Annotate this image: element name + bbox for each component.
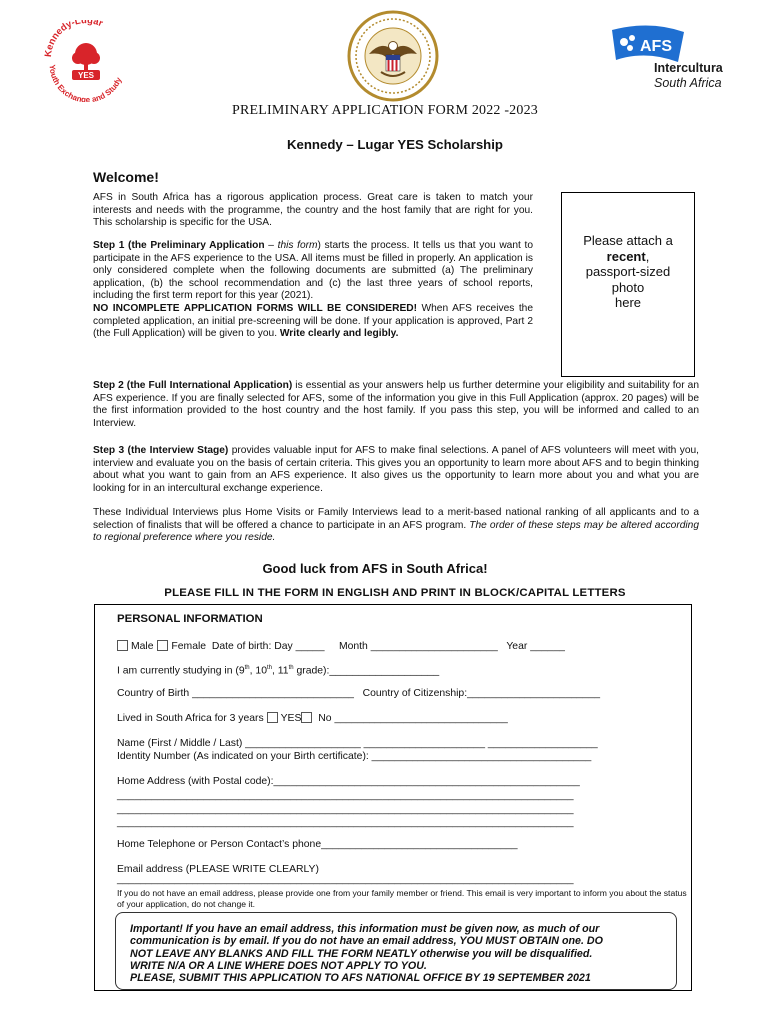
dob-year-field[interactable]: Year ______ [506,641,565,652]
interviews-text: These Individual Interviews plus Home Visits or Family Interviews lead to a merit-based national ranking of all applicants and to a selection of finalists that will be offered a chance to participate in an AFS program. [93,507,699,531]
grade-sup-9: th [244,665,250,671]
photo-placeholder-box[interactable] [561,192,695,377]
address-line-3[interactable]: _______________________________________________________________________________ [117,817,574,828]
important-line2: communication is by email. If you do not have an email address, YOU MUST OBTAIN one. DO [130,935,603,948]
fill-instruction: PLEASE FILL IN THE FORM IN ENGLISH AND PRINT IN BLOCK/CAPITAL LETTERS [164,587,626,599]
step2-label: Step 2 (the Full International Application) [93,380,293,391]
female-checkbox[interactable] [157,640,168,651]
step1-text2: When AFS receives the completed application, an initial pre-screening will be done. If your application is approved, Part 2 (the Full Application) will be given to you. [93,302,533,340]
lived-no-checkbox[interactable] [301,712,312,723]
embassy-seal-icon [347,10,439,102]
grade-suffix: grade):___________________ [293,665,440,677]
name-field[interactable]: Name (First / Middle / Last) ____________________ _____________________ ___________________ [117,738,598,749]
email-field[interactable]: _______________________________________________________________________________ [117,874,574,885]
photo-line3: passport-sized [585,264,671,279]
logo-ky-bottom-text: Youth Exchange and Study [47,64,124,102]
afs-line1-text: Intercultura [654,61,723,75]
important-notice-box [115,912,677,990]
step2-text: is essential as your answers help us further determine your eligibility and suitability for an AFS experience. If you are finally selected for AFS, some of the information you give in this Full Application (approx. 20 pages) will be the first information provided to the host country and the host family. If you pass this step, you will be informed and called to an Interview. [93,380,699,429]
welcome-heading: Welcome! [93,169,159,185]
important-line3: NOT LEAVE ANY BLANKS AND FILL THE FORM NEATLY otherwise you will be disqualified. [130,947,593,960]
step2-paragraph [93,380,699,430]
interviews-paragraph [93,507,699,545]
grade-prefix: I am currently studying in (9 [117,665,245,677]
grade-sup-11: th [288,665,294,671]
kennedy-lugar-yes-logo [38,20,134,102]
important-line4: WRITE N/A OR A LINE WHERE DOES NOT APPLY TO YOU. [130,959,427,972]
dob-month-field[interactable]: Month ______________________ [338,641,498,652]
dob-day-field[interactable]: Date of birth: Day _____ [211,641,325,652]
grade-sup-10: th [267,665,273,671]
photo-line5: here [614,295,642,310]
lived-row [117,712,508,724]
grade-row[interactable] [117,665,439,676]
email-note: If you do not have an email address, please provide one from your family member or friend. This email is very important to inform you about the status of your application, do not change it. [117,888,687,909]
address-line-1[interactable]: _______________________________________________________________________________ [117,790,574,801]
scholarship-subtitle: Kennedy – Lugar YES Scholarship [287,137,503,152]
photo-line1: Please attach a [583,233,673,248]
photo-line4: photo [611,279,645,295]
important-line1: Important! If you have an email address, this information must be given now, as much of our [130,923,600,935]
step1-write: Write clearly and legibly. [277,328,399,340]
grade-mid1: , 10 [249,665,267,677]
home-telephone-field[interactable]: Home Telephone or Person Contact’s phone__________________________________ [117,839,518,850]
form-title: PRELIMINARY APPLICATION FORM 2022 -2023 [232,103,538,118]
photo-line2: recent [606,248,646,264]
afs-intercultura-logo [610,22,740,94]
interviews-italic: The order of these steps may be altered according to regional preference where you reside. [93,519,699,544]
male-checkbox[interactable] [117,640,128,651]
logo-ky-yes-text: YES [77,71,95,80]
address-line-2[interactable]: _______________________________________________________________________________ [117,804,574,815]
important-line5: PLEASE, SUBMIT THIS APPLICATION TO AFS NATIONAL OFFICE BY 19 SEPTEMBER 2021 [130,972,591,985]
personal-info-title: PERSONAL INFORMATION [117,613,263,625]
female-label: Female [171,641,207,652]
step3-paragraph [93,445,699,495]
identity-number-field[interactable]: Identity Number (As indicated on your Birth certificate): ______________________________________ [117,751,592,762]
email-label: Email address (PLEASE WRITE CLEARLY) [117,864,319,875]
home-address-field[interactable]: Home Address (with Postal code):_____________________________________________________ [117,776,580,787]
lived-yes-label: YES [280,713,302,724]
step3-text: provides valuable input for AFS to make final selections. A panel of AFS volunteers will meet with you, interview and evaluate you on the basis of certain criteria. This gives you an opportunity to learn more about AFS and to begin thinking about what you want to gain from an AFS experience. It also gives us the opportunity to learn more about you and what you are looking for in an intercultural exchange experience. [93,445,699,494]
country-row [117,688,600,699]
intro-paragraph: AFS in South Africa has a rigorous application process. Great care is taken to match your interests and needs with the programme, the country and the host family that are right for you. This scholarship is specific for the USA. [93,192,533,229]
country-of-birth-field[interactable]: Country of Birth ____________________________ [117,688,354,699]
step1-label: Step 1 (the Preliminary Application [93,240,265,251]
step1-warning: NO INCOMPLETE APPLICATION FORMS WILL BE CONSIDERED! [93,302,417,314]
lived-no-field[interactable]: No ______________________________ [318,713,508,724]
step1-italic: this form [277,240,318,251]
step1-paragraph [93,240,533,341]
gender-dob-row [117,640,565,652]
grade-mid2: , 11 [272,665,289,677]
step1-text: ) starts the process. It tells us that you want to participate in the AFS experience to the USA. All items must be filled in properly. An application is only considered complete when the following documents are submitted (a) The preliminary application, (b) the school recommendation and (c) the last three years of school reports, including the first term report for this year (2021). [93,240,533,302]
step3-label: Step 3 (the Interview Stage) [93,445,229,456]
logo-ky-top-text: Kennedy-Lugar [42,20,105,58]
afs-line2-text: South Africa [654,76,722,90]
good-luck-heading: Good luck from AFS in South Africa! [262,561,488,576]
photo-comma: , [645,248,650,264]
country-of-citizenship-field[interactable]: Country of Citizenship:_______________________ [362,688,601,699]
afs-brand-text: AFS [640,38,672,55]
lived-yes-checkbox[interactable] [267,712,278,723]
male-label: Male [131,641,154,652]
lived-label: Lived in South Africa for 3 years [117,713,264,724]
step1-dash: – [264,240,278,251]
